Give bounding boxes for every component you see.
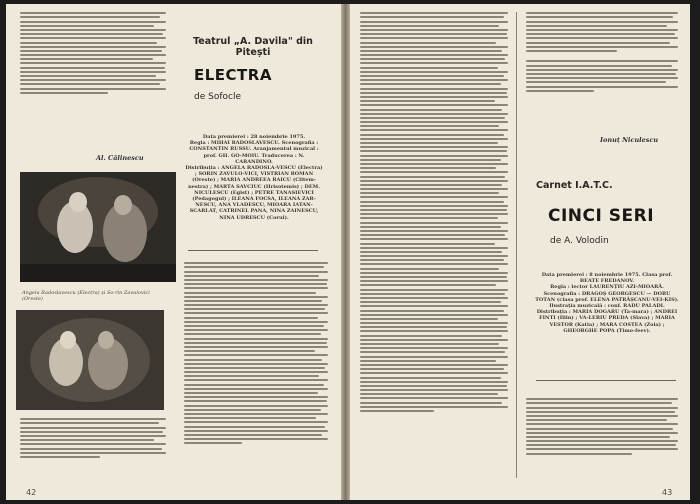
left-play-title: ELECTRA	[194, 66, 272, 84]
right-cast-box	[534, 272, 680, 334]
left-review-column-top	[20, 10, 166, 102]
right-play-author: de A. Volodin	[550, 236, 609, 246]
left-photo-caption: Angela Radoslavescu (Electra) și So-rin Zavulovici (Oreste)	[22, 290, 150, 302]
left-production-photo	[20, 172, 176, 282]
right-page-number: 43	[662, 488, 673, 497]
right-cast-rule	[536, 380, 676, 381]
right-premiere-date: Data premierei : 8 noiembrie 1975. Clasa prof. BEATE FREDANOV.	[541, 272, 673, 285]
right-credits: Regia : lector LAURENȚIU AZI-MIOARĂ. Scenografia : DRAGOȘ GEORGESCU — DORU TOTAN (clasa prof. ELENA PATRĂȘCANU-VEI-KIS). Ilustrația muzicală : conf. RADU PALADI.	[535, 284, 679, 310]
left-review-column-lower	[184, 260, 328, 480]
right-review-column-2-top	[526, 10, 678, 128]
right-review-column-1	[360, 10, 508, 482]
left-production-photo-2	[16, 310, 164, 410]
right-distribution: Distribuția : MARIA DOGARU (Ta-mara) ; ANDREI FINTI (Iliin) ; VA-LERIU PREDA (Slava) ; MARIA VESTOR (Katia) ; MARA COSTEA (Zoia) ; GHEORGHE POPA (Timo-feev).	[536, 309, 678, 334]
right-review-author: Ionuț Niculescu	[600, 136, 659, 144]
left-cast-rule	[188, 250, 318, 251]
right-section-heading: Carnet I.A.T.C.	[536, 180, 613, 191]
right-page	[350, 4, 690, 500]
right-column-divider	[516, 12, 517, 478]
left-distribution: Distribuția : ANGELA RADOSLA-VESCU (Electra) ; SORIN ZAVULO-VICI, VISTRIAN ROMAN (Oreste) ; MARIA ANDREEA RAICU (Clitem-nestra) ; MARTA SAVCIUC (Hrisotemis) ; DEM. NICULESCU (Egist) ; PETRE TANASIEVICI (Pedagogul) ; ILEANA FOCSA, ILEANA ZAR-NESCU, ANA VLADESCU, MIOARA IATAN-SCARLAT, CATRINEL PANA, NINA ZAINESCU, NINA UDRESCU (Corul).	[185, 165, 323, 221]
stage-photo-icon	[20, 172, 176, 282]
right-play-title: CINCI SERI	[548, 206, 655, 226]
left-review-author: Al. Călinescu	[96, 154, 144, 162]
right-review-column-2-bottom	[526, 396, 678, 484]
left-play-author: de Sofocle	[194, 92, 241, 102]
left-page-number: 42	[26, 488, 37, 497]
left-review-column-bottom-left	[20, 416, 166, 482]
left-cast-box	[184, 134, 324, 221]
book-gutter	[341, 4, 350, 500]
left-credits: Regia : MIHAI RADOSLAVESCU. Scenografia : CONSTANTIN RUSSU. Aranjamentul muzical : prof. GH. GO-MOIU. Traducerea : N. CARANDINO.	[189, 140, 319, 165]
left-premiere-date: Data premierei : 28 noiembrie 1975.	[202, 134, 306, 140]
left-page	[6, 4, 342, 500]
stage-photo-2-icon	[16, 310, 164, 410]
left-theatre-heading: Teatrul „A. Davila" din Pitești	[193, 36, 313, 58]
